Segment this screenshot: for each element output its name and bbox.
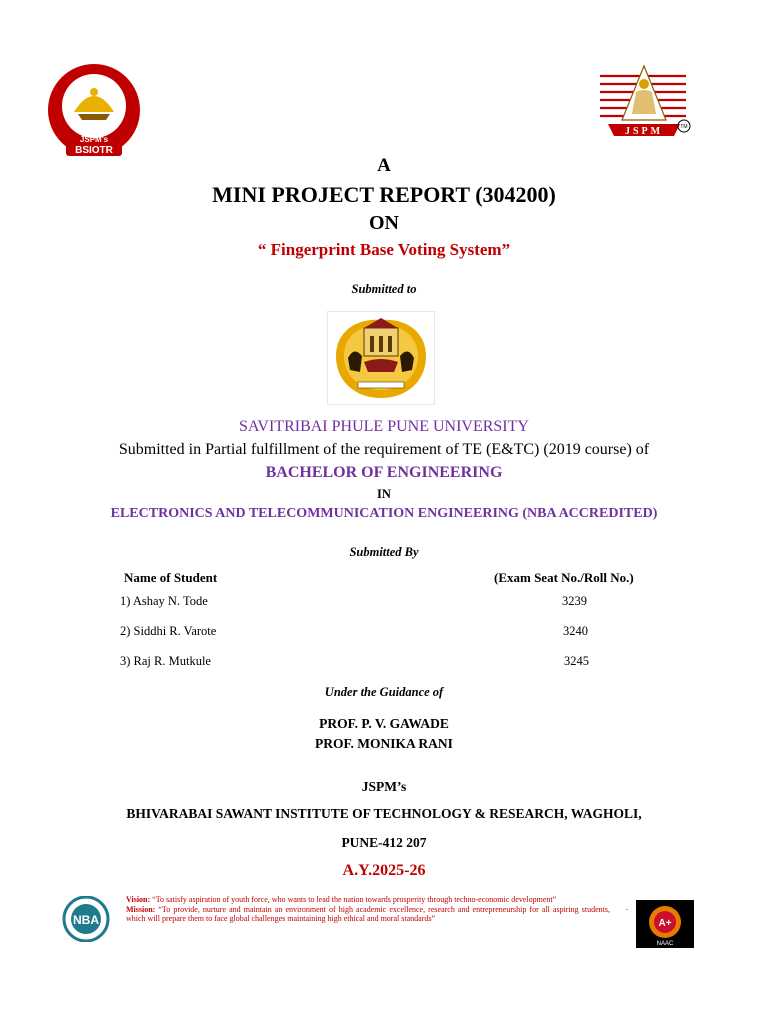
student-name: 1) Ashay N. Tode bbox=[120, 594, 208, 608]
jspm-logo bbox=[596, 62, 692, 144]
bsiotr-logo bbox=[44, 62, 144, 162]
nba-logo-label: NBA bbox=[73, 913, 99, 927]
submitted-by-label: Submitted By bbox=[349, 545, 419, 559]
guide-name: PROF. MONIKA RANI bbox=[315, 736, 453, 751]
student-roll: 3239 bbox=[562, 594, 587, 608]
vision-label: Vision: bbox=[126, 895, 151, 904]
partial-fulfillment-text: Submitted in Partial fulfillment of the requirement of TE (E&TC) (2019 course) of bbox=[118, 441, 650, 458]
institute-name: BHIVARABAI SAWANT INSTITUTE OF TECHNOLOGY & RESEARCH, WAGHOLI, bbox=[126, 806, 642, 821]
mission-text: “To provide, nurture and maintain an environment of high academic excellence, research and entrepreneurship for all aspiring students, which will prepare them to face global challenges maintaining high ethical and moral standards” bbox=[126, 904, 610, 923]
institute-address: PUNE-412 207 bbox=[341, 835, 427, 850]
mission-label: Mission: bbox=[126, 904, 156, 914]
vision-mission-text bbox=[126, 895, 610, 924]
student-name: 3) Raj R. Mutkule bbox=[120, 654, 211, 668]
bsiotr-logo-label: BSIOTR bbox=[75, 145, 113, 156]
student-name-header: Name of Student bbox=[124, 570, 218, 585]
student-name: 2) Siddhi R. Varote bbox=[120, 624, 217, 638]
title-a: A bbox=[377, 155, 391, 176]
department-name: ELECTRONICS AND TELECOMMUNICATION ENGINEERING (NBA ACCREDITED) bbox=[110, 506, 658, 521]
bsiotr-logo-jspm: JSPM's bbox=[79, 135, 109, 144]
university-name: SAVITRIBAI PHULE PUNE UNIVERSITY bbox=[239, 418, 529, 435]
footer-dot: . bbox=[626, 903, 628, 912]
nba-logo bbox=[55, 896, 117, 942]
university-seal bbox=[327, 311, 435, 405]
guidance-label: Under the Guidance of bbox=[324, 685, 444, 699]
in-label: IN bbox=[377, 487, 391, 501]
naac-label: NAAC bbox=[656, 941, 674, 947]
jspm-label: JSPM’s bbox=[361, 779, 407, 794]
student-roll: 3245 bbox=[564, 654, 589, 668]
degree-name: BACHELOR OF ENGINEERING bbox=[265, 464, 503, 481]
roll-number-header: (Exam Seat No./Roll No.) bbox=[494, 570, 634, 585]
vision-text: “To satisfy aspiration of youth force, who wants to lead the nation towards prosperity through techno-economic development” bbox=[150, 895, 557, 904]
student-roll: 3240 bbox=[563, 624, 588, 638]
guide-name: PROF. P. V. GAWADE bbox=[319, 716, 449, 731]
jspm-tm-mark: TM bbox=[680, 124, 688, 130]
academic-year: A.Y.2025-26 bbox=[342, 862, 426, 879]
naac-badge bbox=[636, 900, 694, 948]
jspm-logo-label: JSPM bbox=[624, 126, 664, 137]
report-title: MINI PROJECT REPORT (304200) bbox=[212, 182, 556, 207]
naac-grade: A+ bbox=[658, 918, 672, 929]
title-on: ON bbox=[369, 212, 399, 234]
project-title: “ Fingerprint Base Voting System” bbox=[257, 240, 511, 259]
submitted-to-label: Submitted to bbox=[351, 282, 417, 296]
